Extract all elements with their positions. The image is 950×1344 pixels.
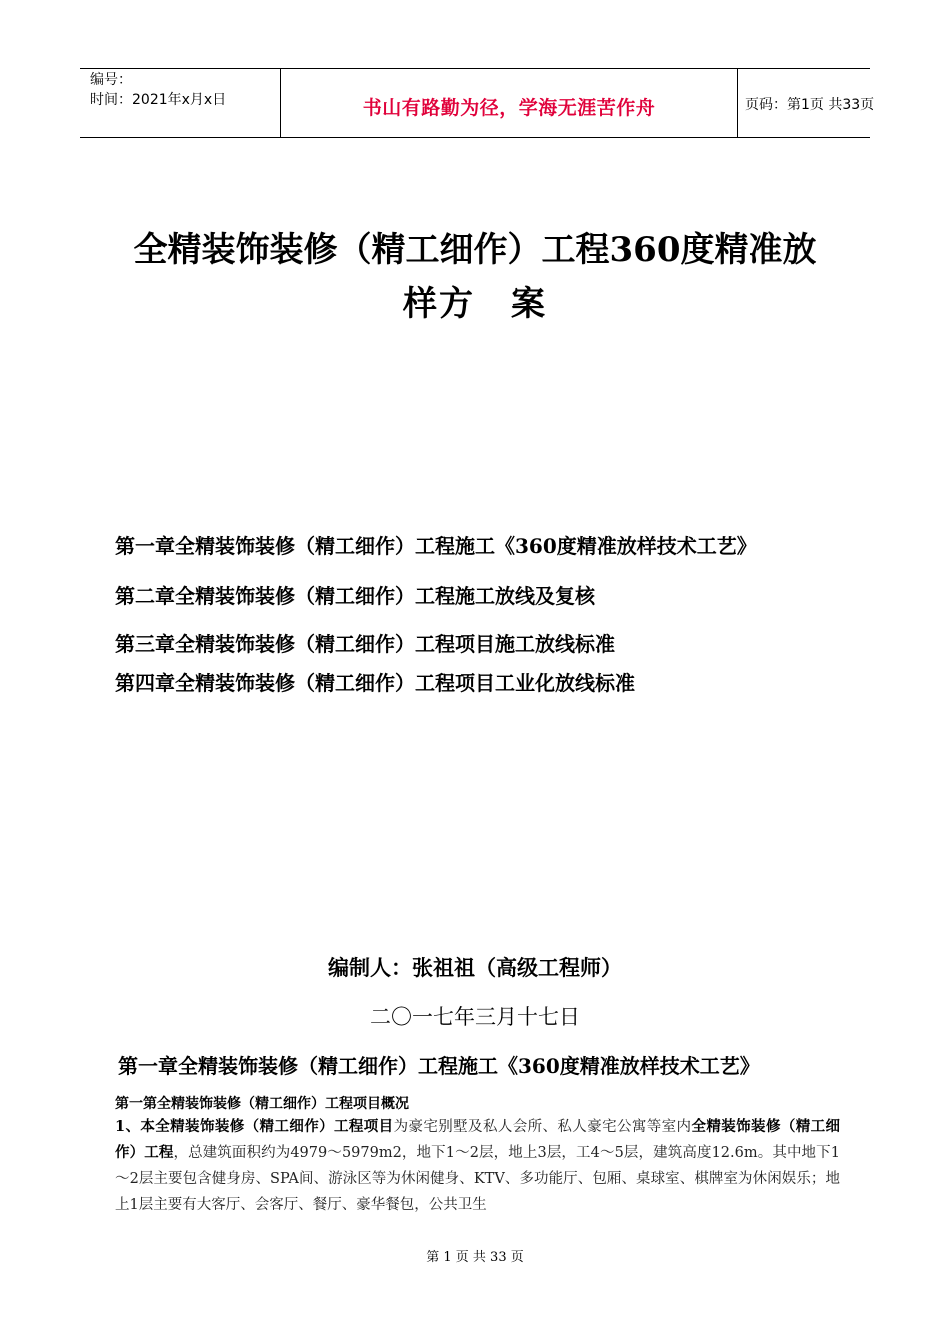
date-line: 二〇一七年三月十七日 — [370, 1005, 580, 1029]
para-text-1: 为豪宅别墅及私人会所、私人豪宅公寓等室内 — [393, 1119, 692, 1135]
document-title-line1: 全精装饰装修（精工细作）工程360度精准放 — [133, 230, 817, 270]
body-paragraph — [115, 1114, 840, 1218]
header-motto-cell — [280, 69, 738, 137]
section-title: 第一章全精装饰装修（精工细作）工程施工《360度精准放样技术工艺》 — [118, 1054, 760, 1078]
header-table — [80, 68, 875, 138]
para-bold-2: 全精装饰装修（精工细作）工程 — [115, 1118, 841, 1161]
time-label: 时间：2021年x月x日 — [90, 92, 227, 108]
chapter-4: 第四章全精装饰装修（精工细作）工程项目工业化放线标准 — [115, 671, 635, 695]
para-bold-1: 1、本全精装饰装修（精工细作）工程项目 — [115, 1118, 394, 1135]
para-text-2: ，总建筑面积约为4979～5979m2，地下1～2层，地上3层，工4～5层，建筑高度12.6m。其中地下1～2层主要包含健身房、SPA间、游泳区等为休闲健身、KTV、多功能厅、包厢、桌球室、棋牌室为休闲娱乐；地上1层主要有大客厅、会客厅、餐厅、豪华餐包，公共卫生 — [115, 1145, 841, 1213]
subsection-title: 第一第全精装饰装修（精工细作）工程项目概况 — [115, 1096, 409, 1112]
chapter-2: 第二章全精装饰装修（精工细作）工程施工放线及复核 — [115, 584, 595, 608]
motto-text: 书山有路勤为径，学海无涯苦作舟 — [362, 97, 656, 119]
chapter-3: 第三章全精装饰装修（精工细作）工程项目施工放线标准 — [115, 632, 615, 656]
document-title-line2: 样方 案 — [403, 284, 547, 324]
page-footer: 第 1 页 共 33 页 — [426, 1250, 524, 1265]
chapter-1: 第一章全精装饰装修（精工细作）工程施工《360度精准放样技术工艺》 — [115, 534, 757, 558]
header-page-cell — [737, 69, 875, 137]
number-label: 编号： — [90, 72, 132, 88]
page-info: 页码：第1页 共33页 — [745, 97, 875, 113]
header-meta-cell — [80, 69, 280, 137]
author-line: 编制人：张祖祖（高级工程师） — [328, 955, 622, 980]
